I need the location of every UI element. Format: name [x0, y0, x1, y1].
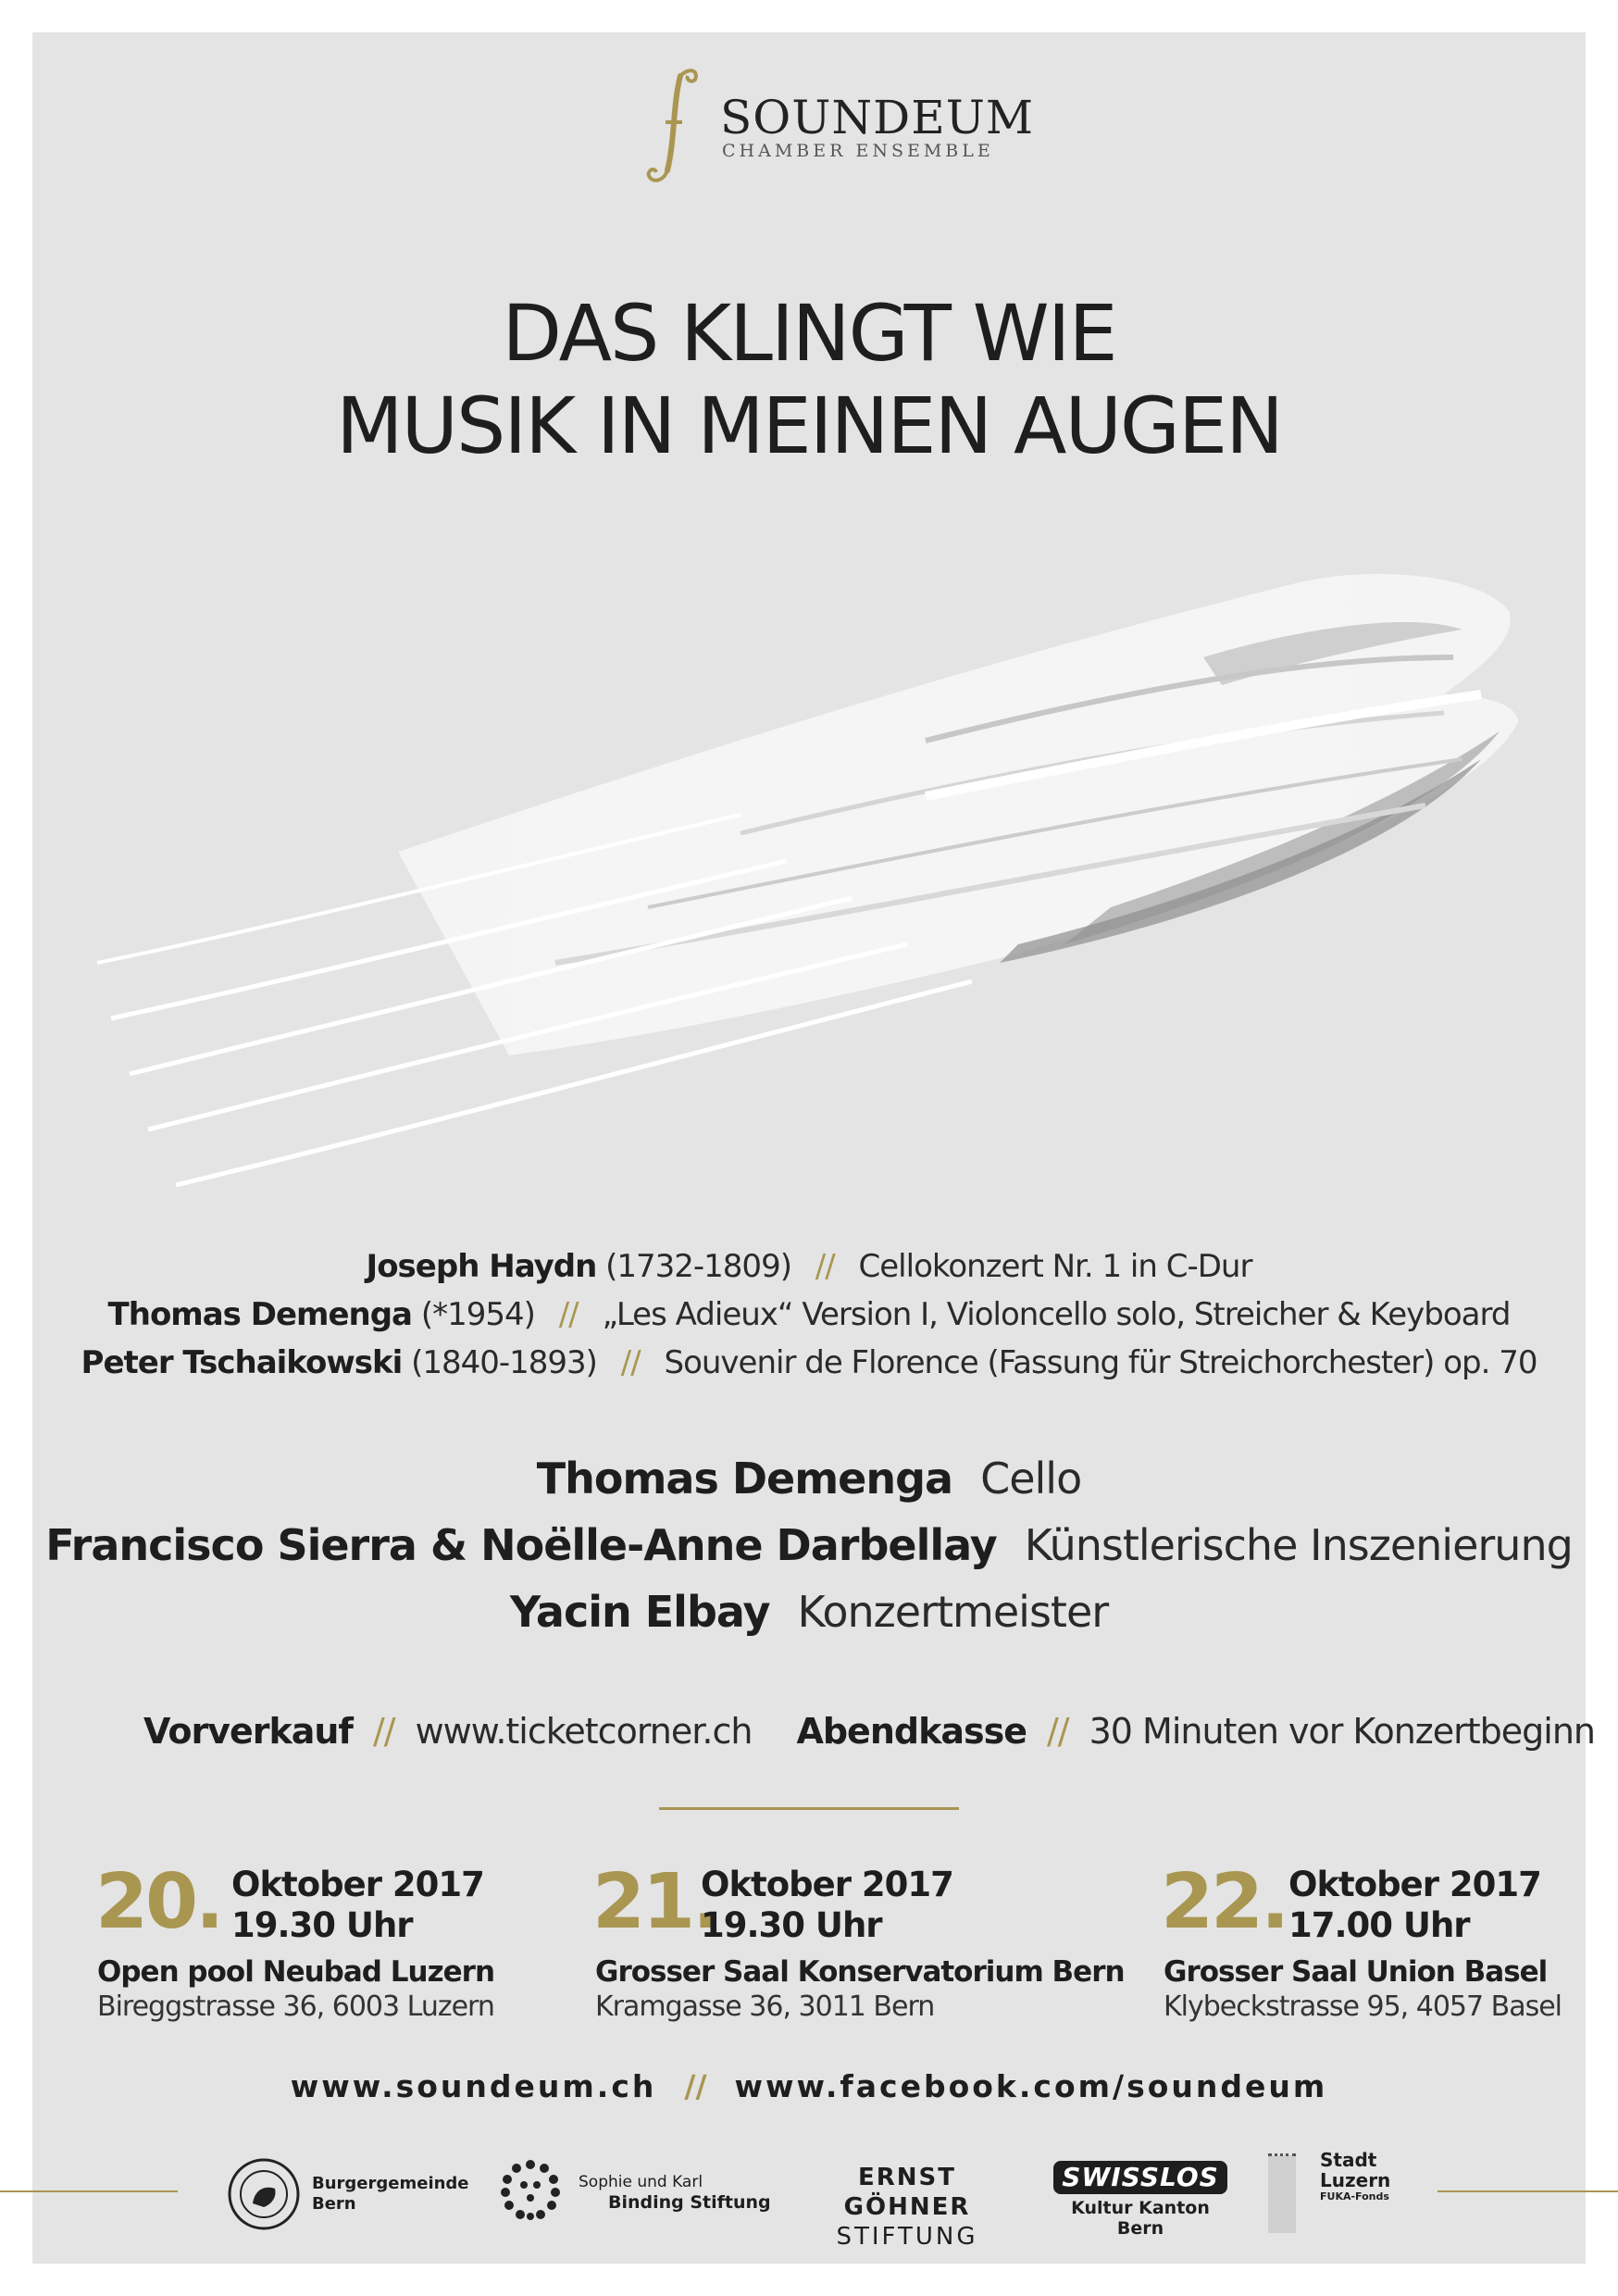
binding-stiftung-logo-icon	[498, 2157, 563, 2222]
gold-rule-right	[1438, 2190, 1618, 2192]
presale-link[interactable]: www.ticketcorner.ch	[415, 1711, 753, 1752]
concert-time: 19.30 Uhr	[231, 1905, 413, 1945]
swisslos-logo: SWISSLOS	[1053, 2161, 1227, 2194]
program-line-3	[0, 1344, 1618, 1381]
boxoffice-label: Abendkasse	[796, 1711, 1027, 1752]
gold-divider	[659, 1807, 959, 1810]
concert-venue: Open pool Neubad Luzern	[97, 1955, 495, 1989]
separator: //	[815, 1248, 835, 1285]
title-line-1: DAS KLINGT WIE	[502, 288, 1116, 379]
composer-name: Peter Tschaikowski	[81, 1344, 403, 1381]
logo-subtitle: CHAMBER ENSEMBLE	[722, 141, 994, 161]
sponsor-swisslos	[1053, 2161, 1227, 2239]
concert-time: 19.30 Uhr	[701, 1905, 882, 1945]
luzern-bar-icon	[1268, 2155, 1296, 2233]
sponsor-line: Luzern	[1320, 2169, 1391, 2191]
separator: //	[1047, 1711, 1069, 1752]
sponsor-line: Stadt	[1320, 2149, 1377, 2171]
composer-name: Joseph Haydn	[366, 1248, 597, 1285]
title-line-2: MUSIK IN MEINEN AUGEN	[336, 381, 1282, 471]
web-links	[0, 2068, 1618, 2104]
performer-role: Künstlerische Inszenierung	[1024, 1520, 1573, 1570]
separator: //	[684, 2068, 707, 2104]
concert-address: Bireggstrasse 36, 6003 Luzern	[97, 1990, 494, 2023]
performer-role: Konzertmeister	[797, 1587, 1109, 1637]
performer-name: Yacin Elbay	[509, 1587, 770, 1637]
work-title: „Les Adieux“ Version I, Violoncello solo, Streicher & Keyboard	[602, 1296, 1511, 1333]
concert-month: Oktober 2017	[231, 1865, 484, 1904]
performer-line-2	[0, 1520, 1618, 1570]
concert-venue: Grosser Saal Union Basel	[1164, 1955, 1548, 1989]
gold-rule-left	[0, 2190, 178, 2192]
burgergemeinde-seal-icon	[227, 2157, 301, 2231]
composer-name: Thomas Demenga	[107, 1296, 413, 1333]
facebook-link[interactable]: www.facebook.com/soundeum	[734, 2068, 1328, 2104]
concert-time: 17.00 Uhr	[1288, 1905, 1470, 1945]
performer-name: Francisco Sierra & Noëlle-Anne Darbellay	[45, 1520, 997, 1570]
concert-month: Oktober 2017	[701, 1865, 953, 1904]
sponsor-line: Kultur Kanton Bern	[1071, 2198, 1210, 2239]
separator: //	[620, 1344, 641, 1381]
separator: //	[372, 1711, 395, 1752]
brushstroke-illustration	[93, 555, 1537, 1204]
sponsor-line: FUKA-Fonds	[1320, 2190, 1389, 2202]
separator: //	[558, 1296, 579, 1333]
composer-years: (1732-1809)	[605, 1248, 791, 1285]
performer-line-1	[0, 1454, 1618, 1504]
concert-day: 20.	[95, 1858, 222, 1946]
sponsor-line: Bern	[312, 2194, 356, 2214]
presale-label: Vorverkauf	[143, 1711, 353, 1752]
composer-years: (1840-1893)	[411, 1344, 597, 1381]
ticket-info	[143, 1711, 1595, 1752]
composer-years: (*1954)	[420, 1296, 535, 1333]
logo-name: SOUNDEUM	[720, 91, 1035, 144]
sponsor-binding	[579, 2172, 771, 2213]
sponsor-line: Burgergemeinde	[312, 2174, 469, 2193]
website-link[interactable]: www.soundeum.ch	[290, 2068, 657, 2104]
sponsor-line: STIFTUNG	[836, 2223, 978, 2251]
sponsor-luzern	[1320, 2150, 1390, 2203]
luzern-dots-icon	[1268, 2153, 1296, 2159]
work-title: Cellokonzert Nr. 1 in C-Dur	[858, 1248, 1252, 1285]
performer-role: Cello	[980, 1454, 1082, 1504]
program-line-1	[0, 1248, 1618, 1285]
boxoffice-value: 30 Minuten vor Konzertbeginn	[1089, 1711, 1595, 1752]
f-hole-icon	[636, 67, 710, 187]
concert-venue: Grosser Saal Konservatorium Bern	[595, 1955, 1125, 1989]
concert-address: Kramgasse 36, 3011 Bern	[595, 1990, 935, 2023]
sponsor-burgergemeinde	[312, 2174, 469, 2215]
concert-month: Oktober 2017	[1288, 1865, 1541, 1904]
sponsor-line: ERNST GÖHNER	[843, 2164, 971, 2221]
sponsor-line: Sophie und Karl	[579, 2173, 703, 2191]
performer-line-3	[0, 1587, 1618, 1637]
sponsor-goehner	[801, 2163, 1014, 2252]
program-line-2	[0, 1296, 1618, 1333]
sponsor-line: Binding Stiftung	[608, 2192, 771, 2213]
concert-address: Klybeckstrasse 95, 4057 Basel	[1164, 1990, 1562, 2023]
concert-day: 21.	[592, 1858, 719, 1946]
concert-day: 22.	[1161, 1858, 1288, 1946]
work-title: Souvenir de Florence (Fassung für Streichorchester) op. 70	[664, 1344, 1537, 1381]
performer-name: Thomas Demenga	[536, 1454, 953, 1504]
